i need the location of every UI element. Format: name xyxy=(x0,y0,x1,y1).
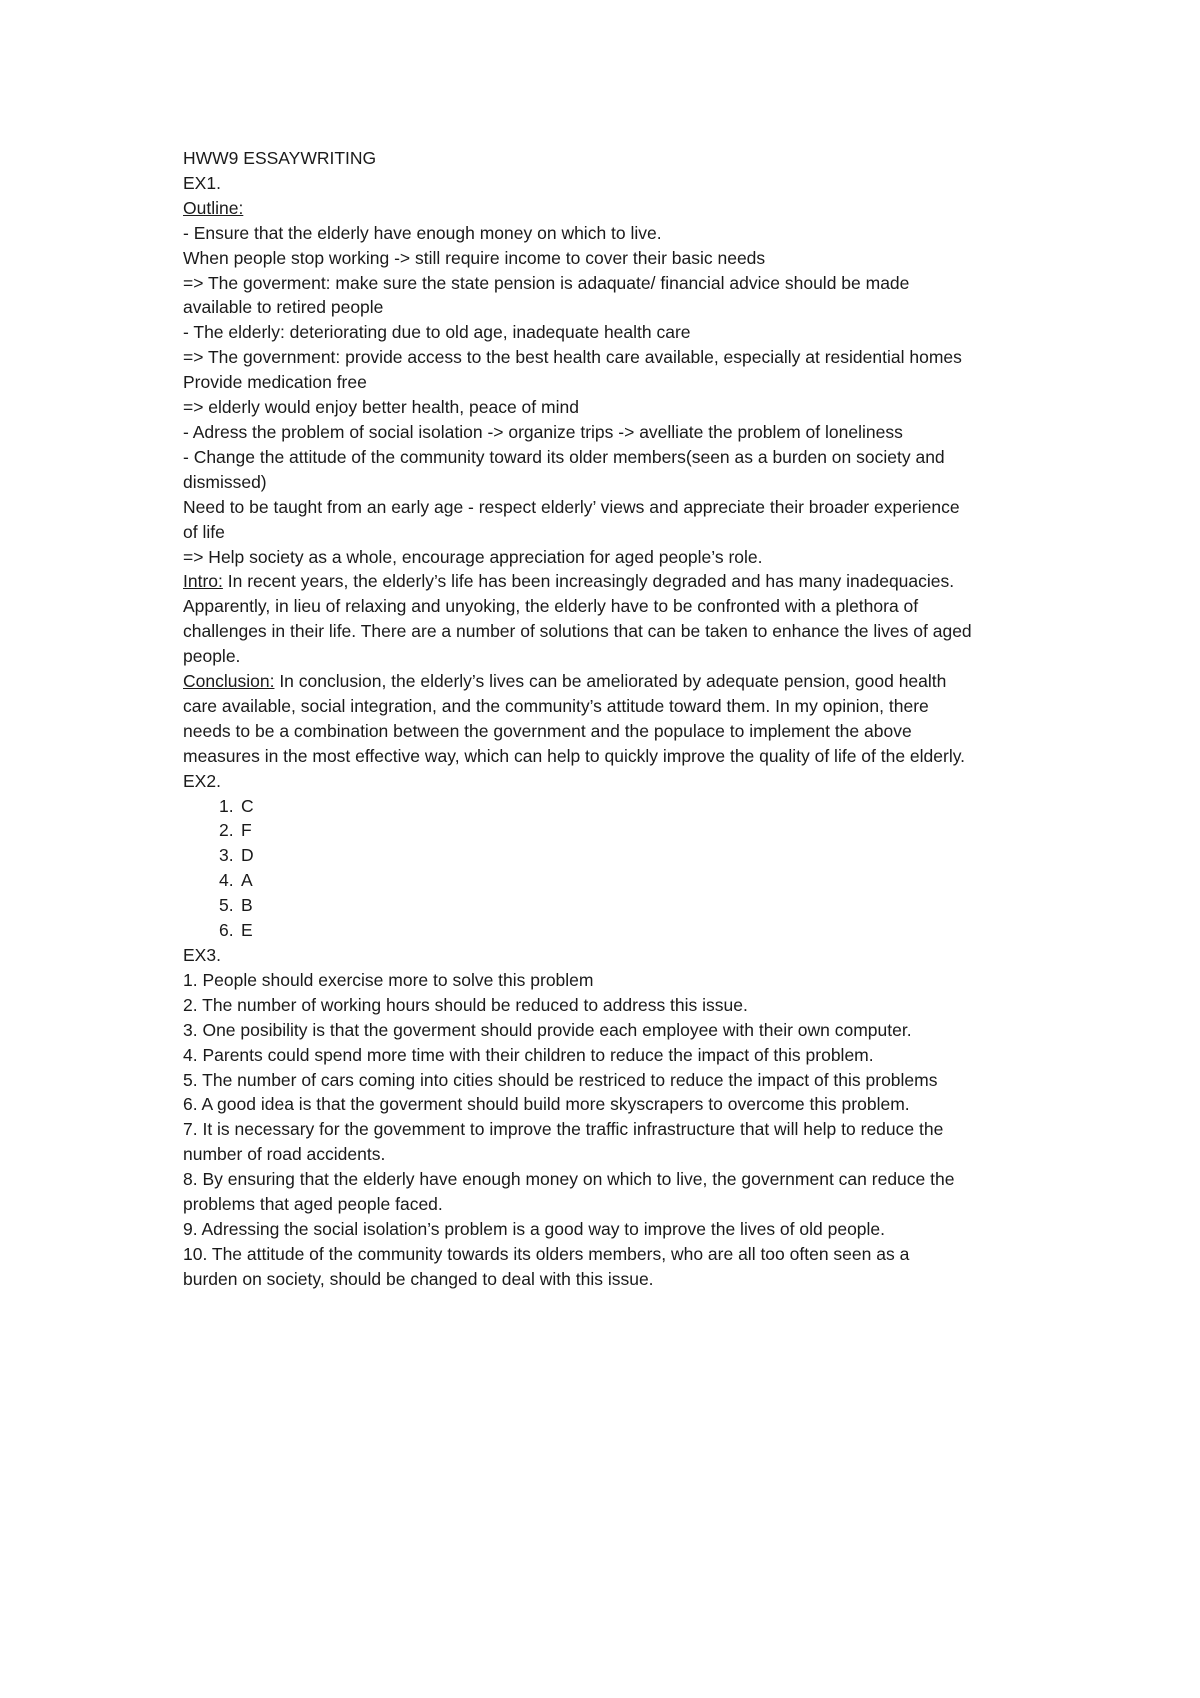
ex3-label: EX3. xyxy=(183,945,221,965)
intro-paragraph-line: people. xyxy=(183,646,241,667)
ex2-label: EX2. xyxy=(183,770,221,791)
ex3-sentence-line: 6. A good idea is that the goverment should build more skyscrapers to overcome this problem. xyxy=(183,1094,910,1115)
ex3-sentence-line: 3. One posibility is that the goverment should provide each employee with their own computer. xyxy=(183,1019,912,1040)
outline-line: - Change the attitude of the community toward its older members(seen as a burden on society and xyxy=(183,446,945,467)
outline-line: Need to be taught from an early age - respect elderly’ views and appreciate their broader experience xyxy=(183,496,960,517)
intro-label: Intro: xyxy=(183,571,223,592)
ex3-sentence-line: 2. The number of working hours should be reduced to address this issue. xyxy=(183,994,748,1015)
ex2-answer-letter: D xyxy=(241,845,254,866)
document-title: HWW9 ESSAYWRITING xyxy=(183,148,377,168)
ex2-answer-letter: C xyxy=(241,795,254,816)
outline-line: => The government: provide access to the best health care available, especially at residential homes xyxy=(183,347,962,368)
ex3-sentence-line: problems that aged people faced. xyxy=(183,1194,443,1215)
outline-line: - Ensure that the elderly have enough money on which to live. xyxy=(183,222,662,243)
outline-line: Provide medication free xyxy=(183,372,367,393)
document-page xyxy=(183,146,1043,1292)
ex2-answer-number: 4. xyxy=(219,870,234,891)
outline-line: - The elderly: deteriorating due to old age, inadequate health care xyxy=(183,322,691,343)
ex2-answer-item xyxy=(183,818,1043,843)
conclusion-paragraph-line: measures in the most effective way, which can help to quickly improve the quality of life of the elderly. xyxy=(183,745,966,766)
conclusion-text: In conclusion, the elderly’s lives can be ameliorated by adequate pension, good health xyxy=(274,671,947,692)
ex2-answer-number: 6. xyxy=(219,920,234,941)
ex3-sentence-line: 1. People should exercise more to solve this problem xyxy=(183,969,594,990)
ex3-sentence-line: 5. The number of cars coming into cities should be restriced to reduce the impact of this problems xyxy=(183,1069,938,1090)
outline-label: Outline: xyxy=(183,197,244,218)
intro-paragraph-line xyxy=(183,569,1043,594)
outline-line: => The goverment: make sure the state pension is adaquate/ financial advice should be made xyxy=(183,272,910,293)
outline-line: - Adress the problem of social isolation -> organize trips -> avelliate the problem of loneliness xyxy=(183,421,903,442)
ex2-answer-item xyxy=(183,893,1043,918)
ex2-answer-letter: A xyxy=(241,870,253,891)
conclusion-paragraph-line: needs to be a combination between the government and the populace to implement the above xyxy=(183,720,912,741)
ex2-answer-item xyxy=(183,794,1043,819)
outline-line: => elderly would enjoy better health, peace of mind xyxy=(183,397,579,418)
outline-line: of life xyxy=(183,521,225,542)
outline-line: dismissed) xyxy=(183,471,267,492)
ex2-answer-item xyxy=(183,843,1043,868)
ex2-answer-number: 2. xyxy=(219,820,234,841)
ex3-sentence-line: 9. Adressing the social isolation’s problem is a good way to improve the lives of old people. xyxy=(183,1218,886,1239)
intro-paragraph-line: Apparently, in lieu of relaxing and unyoking, the elderly have to be confronted with a plethora of xyxy=(183,596,919,617)
conclusion-paragraph-line xyxy=(183,669,1043,694)
intro-paragraph-line: challenges in their life. There are a number of solutions that can be taken to enhance the lives of aged xyxy=(183,621,972,642)
ex2-answer-letter: E xyxy=(241,920,253,941)
ex2-answer-number: 5. xyxy=(219,895,234,916)
ex3-sentence-line: 7. It is necessary for the govemment to improve the traffic infrastructure that will help to reduce the xyxy=(183,1119,944,1140)
conclusion-label: Conclusion: xyxy=(183,671,275,692)
ex1-label: EX1. xyxy=(183,172,221,193)
ex3-sentence-line: burden on society, should be changed to deal with this issue. xyxy=(183,1268,654,1289)
ex3-sentence-line: 8. By ensuring that the elderly have enough money on which to live, the government can reduce the xyxy=(183,1169,955,1190)
ex2-answer-item xyxy=(183,918,1043,943)
ex2-answer-letter: B xyxy=(241,895,253,916)
ex2-answer-item xyxy=(183,868,1043,893)
ex3-sentence-line: 4. Parents could spend more time with their children to reduce the impact of this problem. xyxy=(183,1044,874,1065)
ex2-answer-number: 1. xyxy=(219,795,234,816)
outline-line: When people stop working -> still require income to cover their basic needs xyxy=(183,247,766,268)
ex2-answer-number: 3. xyxy=(219,845,234,866)
outline-line: => Help society as a whole, encourage appreciation for aged people’s role. xyxy=(183,546,763,567)
ex2-answer-letter: F xyxy=(241,820,252,841)
outline-line: available to retired people xyxy=(183,297,384,318)
ex3-sentence-line: 10. The attitude of the community towards its olders members, who are all too often seen as a xyxy=(183,1243,910,1264)
ex3-sentence-line: number of road accidents. xyxy=(183,1144,386,1165)
conclusion-paragraph-line: care available, social integration, and the community’s attitude toward them. In my opinion, there xyxy=(183,695,929,716)
intro-text: In recent years, the elderly’s life has been increasingly degraded and has many inadequacies. xyxy=(222,571,955,592)
